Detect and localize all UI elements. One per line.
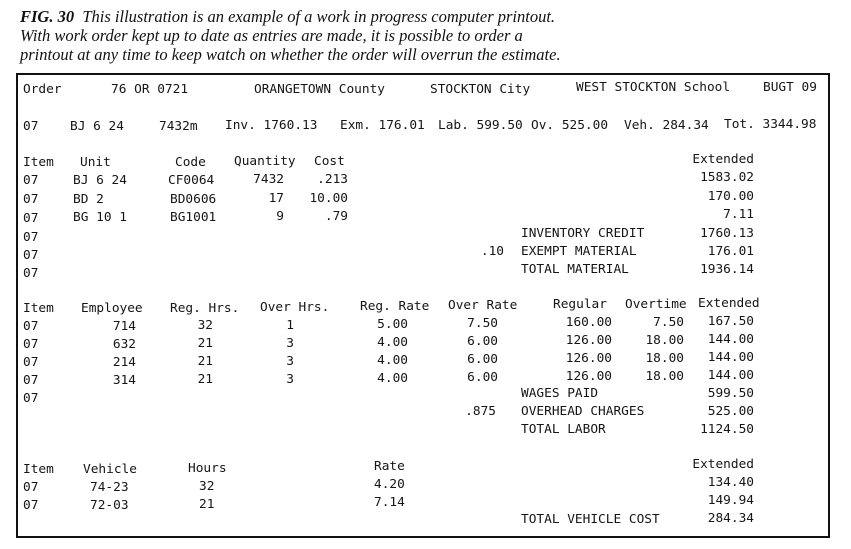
order-label: Order — [23, 82, 62, 97]
labor-total-1-label: WAGES PAID — [521, 386, 599, 401]
vehicle-row-2-vehicle: 72-03 — [90, 498, 129, 513]
labor-regular-header: Regular — [553, 297, 607, 312]
material-quantity-header: Quantity — [234, 154, 296, 169]
summary-item: 07 — [23, 119, 39, 134]
labor-row-3-reg-hrs: 21 — [197, 354, 213, 369]
labor-total-2-rate: .875 — [465, 404, 496, 419]
labor-row-1-reg-hrs: 32 — [197, 318, 213, 333]
material-row-1-quantity: 7432 — [253, 172, 284, 187]
labor-row-2-over-hrs: 3 — [286, 336, 294, 351]
summary-inventory: Inv. 1760.13 — [225, 118, 318, 133]
summary-unit: BJ 6 24 — [70, 119, 124, 134]
caption-line-3: printout at any time to keep watch on whether the order will overrun the estimate. — [20, 45, 561, 64]
vehicle-row-1-rate: 4.20 — [374, 477, 405, 492]
city: STOCKTON City — [430, 82, 531, 97]
material-row-2-item: 07 — [23, 192, 39, 207]
material-row-2-extended: 170.00 — [707, 189, 754, 204]
material-total-2-rate: .10 — [480, 244, 504, 259]
caption-text-1: This illustration is an example of a work in progress computer printout. — [82, 7, 556, 26]
labor-reg-hrs-header: Reg. Hrs. — [170, 301, 240, 316]
labor-row-2-regular: 126.00 — [565, 333, 612, 348]
labor-row-1-extended: 167.50 — [707, 314, 754, 329]
budget: BUGT 09 — [763, 80, 817, 95]
material-row-3-item: 07 — [23, 211, 39, 226]
labor-row-3-extended: 144.00 — [707, 350, 754, 365]
printout-box — [16, 73, 830, 538]
labor-over-rate-header: Over Rate — [448, 298, 518, 313]
labor-row-4-reg-rate: 4.00 — [377, 371, 408, 386]
summary-vehicle: Veh. 284.34 — [624, 118, 709, 133]
labor-total-2-value: 525.00 — [707, 404, 754, 419]
vehicle-row-1-item: 07 — [23, 480, 39, 495]
material-unit-header: Unit — [80, 155, 111, 170]
material-row-1-code: CF0064 — [168, 173, 215, 188]
material-row-2-cost: 10.00 — [309, 191, 348, 206]
labor-row-2-reg-rate: 4.00 — [377, 335, 408, 350]
figure-caption — [20, 7, 840, 64]
material-row-1-extended: 1583.02 — [700, 170, 754, 185]
material-row-3-unit: BG 10 1 — [73, 210, 127, 225]
vehicle-row-2-rate: 7.14 — [374, 495, 405, 510]
labor-row-3-employee: 214 — [112, 355, 136, 370]
material-total-1-value: 1760.13 — [700, 226, 754, 241]
labor-row-3-overtime: 18.00 — [645, 351, 684, 366]
county: ORANGETOWN County — [254, 82, 385, 97]
labor-row-4-item: 07 — [23, 373, 39, 388]
vehicle-hours-header: Hours — [188, 461, 227, 476]
labor-row-1-over-hrs: 1 — [286, 318, 294, 333]
labor-row-3-over-rate: 6.00 — [467, 352, 498, 367]
summary-quantity: 7432m — [159, 119, 198, 134]
material-total-3-item: 07 — [23, 266, 39, 281]
labor-total-1-value: 599.50 — [707, 386, 754, 401]
material-row-3-extended: 7.11 — [723, 207, 754, 222]
vehicle-row-2-hours: 21 — [199, 497, 215, 512]
labor-row-4-employee: 314 — [112, 373, 136, 388]
caption-line-1 — [20, 7, 840, 26]
labor-row-2-overtime: 18.00 — [645, 333, 684, 348]
labor-row-1-employee: 714 — [112, 319, 136, 334]
labor-row-4-over-hrs: 3 — [286, 372, 294, 387]
material-total-1-item: 07 — [23, 230, 39, 245]
vehicle-total-value: 284.34 — [707, 511, 754, 526]
labor-row-3-item: 07 — [23, 355, 39, 370]
labor-total-3-value: 1124.50 — [700, 422, 754, 437]
labor-total-3-label: TOTAL LABOR — [521, 422, 606, 437]
labor-row-4-regular: 126.00 — [565, 369, 612, 384]
labor-reg-rate-header: Reg. Rate — [360, 299, 430, 314]
material-row-2-code: BD0606 — [170, 192, 217, 207]
vehicle-item-header: Item — [23, 462, 54, 477]
summary-labor: Lab. 599.50 — [438, 118, 523, 133]
summary-overhead: Ov. 525.00 — [531, 118, 609, 133]
labor-row-2-reg-hrs: 21 — [197, 336, 213, 351]
material-total-2-value: 176.01 — [707, 244, 754, 259]
summary-total: Tot. 3344.98 — [724, 117, 817, 132]
vehicle-row-2-extended: 149.94 — [707, 493, 754, 508]
labor-item-header: Item — [23, 301, 54, 316]
labor-row-1-overtime: 7.50 — [653, 315, 684, 330]
labor-employee-header: Employee — [81, 301, 143, 316]
labor-row-4-reg-hrs: 21 — [197, 372, 213, 387]
labor-row-1-item: 07 — [23, 319, 39, 334]
labor-row-4-extended: 144.00 — [707, 368, 754, 383]
vehicle-vehicle-header: Vehicle — [83, 462, 137, 477]
vehicle-row-1-hours: 32 — [199, 479, 215, 494]
labor-row-4-overtime: 18.00 — [645, 369, 684, 384]
labor-row-3-reg-rate: 4.00 — [377, 353, 408, 368]
labor-row-2-item: 07 — [23, 337, 39, 352]
labor-row-2-over-rate: 6.00 — [467, 334, 498, 349]
labor-row-4-over-rate: 6.00 — [467, 370, 498, 385]
order-number: 76 OR 0721 — [111, 82, 189, 97]
figure-number: FIG. 30 — [20, 7, 75, 26]
labor-row-1-over-rate: 7.50 — [467, 316, 498, 331]
labor-overtime-header: Overtime — [625, 297, 687, 312]
material-row-2-quantity: 17 — [268, 191, 284, 206]
material-row-3-code: BG1001 — [170, 210, 217, 225]
material-total-1-label: INVENTORY CREDIT — [521, 226, 645, 241]
vehicle-total-label: TOTAL VEHICLE COST — [521, 512, 660, 527]
vehicle-extended-header: Extended — [692, 457, 754, 472]
material-row-3-quantity: 9 — [276, 209, 284, 224]
labor-total-2-label: OVERHEAD CHARGES — [521, 404, 645, 419]
vehicle-rate-header: Rate — [374, 459, 405, 474]
vehicle-row-1-extended: 134.40 — [707, 475, 754, 490]
material-row-2-unit: BD 2 — [73, 192, 104, 207]
labor-row-2-extended: 144.00 — [707, 332, 754, 347]
material-cost-header: Cost — [314, 154, 345, 169]
labor-total-1-item: 07 — [23, 391, 39, 406]
material-total-2-label: EXEMPT MATERIAL — [521, 244, 637, 259]
material-extended-header: Extended — [692, 152, 754, 167]
material-total-3-value: 1936.14 — [700, 262, 754, 277]
vehicle-row-2-item: 07 — [23, 498, 39, 513]
material-row-1-cost: .213 — [317, 172, 348, 187]
labor-row-1-regular: 160.00 — [565, 315, 612, 330]
caption-line-2: With work order kept up to date as entries are made, it is possible to order a — [20, 26, 523, 45]
labor-row-2-employee: 632 — [112, 337, 136, 352]
labor-row-1-reg-rate: 5.00 — [377, 317, 408, 332]
material-total-3-label: TOTAL MATERIAL — [521, 262, 629, 277]
material-code-header: Code — [175, 155, 206, 170]
summary-exempt: Exm. 176.01 — [340, 118, 425, 133]
material-row-1-unit: BJ 6 24 — [73, 173, 127, 188]
material-total-2-item: 07 — [23, 248, 39, 263]
labor-over-hrs-header: Over Hrs. — [260, 300, 330, 315]
material-item-header: Item — [23, 155, 54, 170]
labor-extended-header: Extended — [698, 296, 760, 311]
vehicle-row-1-vehicle: 74-23 — [90, 480, 129, 495]
material-row-3-cost: .79 — [324, 209, 348, 224]
labor-row-3-regular: 126.00 — [565, 351, 612, 366]
labor-row-3-over-hrs: 3 — [286, 354, 294, 369]
school: WEST STOCKTON School — [576, 80, 731, 95]
material-row-1-item: 07 — [23, 173, 39, 188]
